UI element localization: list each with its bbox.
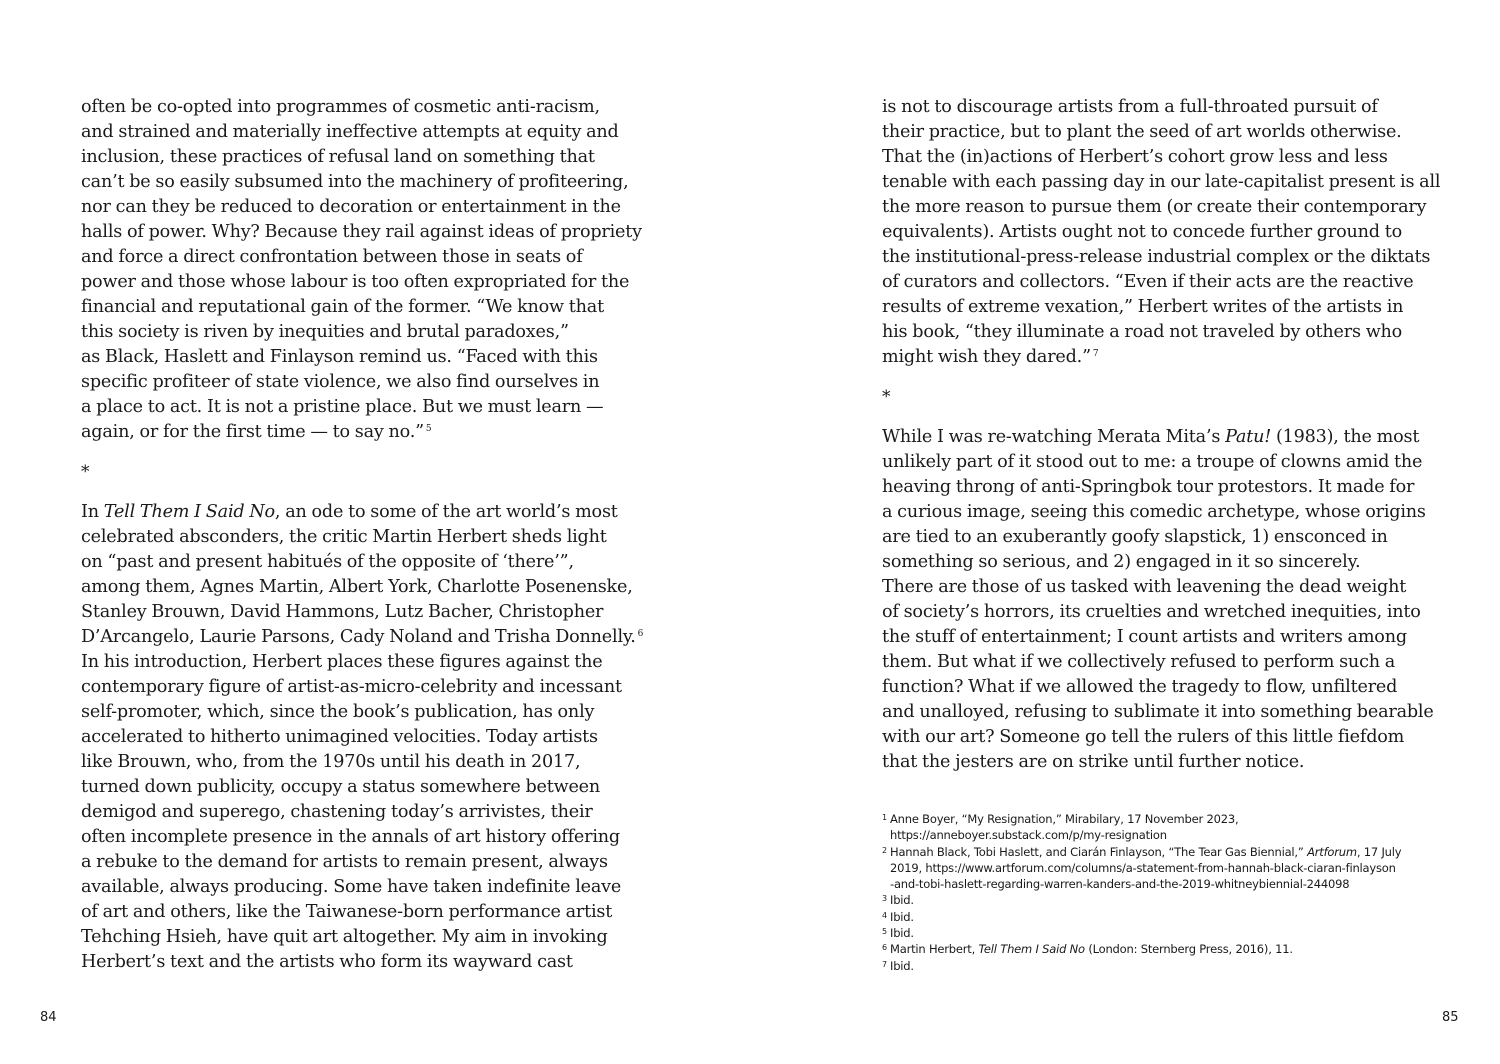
text-line: self-promoter, which, since the book’s publication, has only: [81, 702, 595, 722]
text-line: and force a direct confrontation between those in seats of: [81, 247, 583, 267]
footnote-ref-5[interactable]: 5: [425, 424, 432, 434]
text-line: nor can they be reduced to decoration or entertainment in the: [81, 197, 621, 217]
right-paragraph-1-last-line: might wish they dared.” $^7$: [882, 347, 1099, 367]
footnote-link[interactable]: 2019, https://www.artforum.com/columns/a-statement-from-hannah-black-ciaran-finlayson: [890, 860, 1396, 875]
text-line: available, always producing. Some have taken indefinite leave: [81, 877, 622, 897]
text-line: of curators and collectors. “Even if their acts are the reactive: [882, 272, 1414, 292]
footnote-7: 7 Ibid.: [882, 958, 914, 973]
left-paragraph-1-last-line: again, or for the first time — to say no.” $^5$: [81, 422, 432, 442]
text-line: is not to discourage artists from a full-throated pursuit of: [882, 97, 1378, 117]
text-line: Tehching Hsieh, have quit art altogether. My aim in invoking: [81, 927, 608, 947]
text-line: of art and others, like the Taiwanese-born performance artist: [81, 902, 613, 922]
left-paragraph-2b: [81, 650, 621, 975]
footnote-ref-7[interactable]: 7: [1092, 349, 1099, 359]
film-title: Patu!: [1225, 427, 1272, 447]
text-line: turned down publicity, occupy a status somewhere between: [81, 777, 601, 797]
text-line: halls of power. Why? Because they rail against ideas of propriety: [81, 222, 642, 242]
section-separator: *: [882, 387, 891, 407]
footnote-6: 6 Martin Herbert, Tell Them I Said No (London: Sternberg Press, 2016), 11.: [882, 942, 1293, 957]
footnote-2: 2 Hannah Black, Tobi Haslett, and Ciarán Finlayson, “The Tear Gas Biennial,” Artforum, 17 July 2019, https://www.artforum.com/columns/a-statement-from-hannah-black-ciaran-finlayson -and-tobi-haslett-regarding-warren-kanders-and-the-2019-whitneybiennial-244098: [882, 844, 1442, 893]
text-line: Herbert’s text and the artists who form its wayward cast: [81, 952, 573, 972]
book-title: Tell Them I Said No: [103, 502, 275, 522]
text-line: results of extreme vexation,” Herbert writes of the artists in: [882, 297, 1404, 317]
text-line: specific profiteer of state violence, we also find ourselves in: [81, 372, 600, 392]
text-line: celebrated absconders, the critic Martin Herbert sheds light: [81, 527, 607, 547]
text-line: a curious image, seeing this comedic archetype, whose origins: [882, 502, 1426, 522]
page-number-right: 85: [1442, 1010, 1459, 1025]
text-line: and unalloyed, refusing to sublimate it into something bearable: [882, 702, 1434, 722]
text-line: financial and reputational gain of the former. “We know that: [81, 297, 604, 317]
text-line: as Black, Haslett and Finlayson remind us. “Faced with this: [81, 347, 598, 367]
text-line: the more reason to pursue them (or create their contemporary: [882, 197, 1427, 217]
text-line: often incomplete presence in the annals of art history offering: [81, 827, 620, 847]
text-line: the institutional-press-release industrial complex or the diktats: [882, 247, 1431, 267]
text-line: their practice, but to plant the seed of art worlds otherwise.: [882, 122, 1402, 142]
left-paragraph-2-first-line: In Tell Them I Said No, an ode to some of the art world’s most: [81, 502, 618, 522]
right-paragraph-1: [882, 95, 1441, 345]
text-line: often be co-opted into programmes of cosmetic anti-racism,: [81, 97, 600, 117]
footnote-3: 3 Ibid.: [882, 893, 914, 908]
text-line: among them, Agnes Martin, Albert York, Charlotte Posenenske,: [81, 577, 633, 597]
text-line: There are those of us tasked with leavening the dead weight: [882, 577, 1407, 597]
footnote-5: 5 Ibid.: [882, 926, 914, 941]
left-paragraph-2a: [81, 525, 633, 625]
text-line: on “past and present habitués of the opposite of ‘there’”,: [81, 552, 574, 572]
text-line: that the jesters are on strike until further notice.: [882, 752, 1305, 772]
text-line: equivalents). Artists ought not to concede further ground to: [882, 222, 1402, 242]
text-line: function? What if we allowed the tragedy to flow, unfiltered: [882, 677, 1398, 697]
left-paragraph-1: [81, 95, 642, 420]
text-line: demigod and superego, chastening today’s arrivistes, their: [81, 802, 593, 822]
text-line: power and those whose labour is too often expropriated for the: [81, 272, 630, 292]
text-line: inclusion, these practices of refusal land on something that: [81, 147, 595, 167]
right-page-body: [882, 95, 1441, 775]
text-line: something so serious, and 2) engaged in it so sincerely.: [882, 552, 1361, 572]
footnote-4: 4 Ibid.: [882, 909, 914, 924]
left-page-body: [81, 95, 644, 975]
right-paragraph-2: [882, 450, 1434, 775]
text-line: the stuff of entertainment; I count artists and writers among: [882, 627, 1407, 647]
text-line: Stanley Brouwn, David Hammons, Lutz Bacher, Christopher: [81, 602, 604, 622]
footnote-1: 1 Anne Boyer, “My Resignation,” Mirabilary, 17 November 2023, https://anneboyer.substack.com/p/my-resignation: [882, 811, 1442, 844]
text-line: with our art? Someone go tell the rulers of this little fiefdom: [882, 727, 1405, 747]
text-line: are tied to an exuberantly goofy slapstick, 1) ensconced in: [882, 527, 1388, 547]
text-line: accelerated to hitherto unimagined velocities. Today artists: [81, 727, 598, 747]
footnote-link-cont[interactable]: -and-tobi-haslett-regarding-warren-kanders-and-the-2019-whitneybiennial-244098: [890, 877, 1350, 892]
text-line: heaving throng of anti-Springbok tour protestors. It made for: [882, 477, 1415, 497]
text-line: this society is riven by inequities and brutal paradoxes,”: [81, 322, 569, 342]
text-line: of society’s horrors, its cruelties and wretched inequities, into: [882, 602, 1421, 622]
text-line: unlikely part of it stood out to me: a troupe of clowns amid the: [882, 452, 1423, 472]
text-line: a place to act. It is not a pristine place. But we must learn —: [81, 397, 604, 417]
footnote-link[interactable]: https://anneboyer.substack.com/p/my-resignation: [890, 828, 1167, 843]
text-line: like Brouwn, who, from the 1970s until his death in 2017,: [81, 752, 581, 772]
section-separator: *: [81, 462, 90, 482]
footnotes: [882, 811, 1442, 974]
text-line: and strained and materially ineffective attempts at equity and: [81, 122, 619, 142]
page-number-left: 84: [40, 1010, 57, 1025]
text-line: That the (in)actions of Herbert’s cohort grow less and less: [882, 147, 1388, 167]
text-line: In his introduction, Herbert places these figures against the: [81, 652, 603, 672]
footnote-ref-6[interactable]: 6: [637, 629, 644, 639]
text-line: tenable with each passing day in our late-capitalist present is all: [882, 172, 1441, 192]
text-line: can’t be so easily subsumed into the machinery of profiteering,: [81, 172, 629, 192]
right-paragraph-2-first-line: While I was re-watching Merata Mita’s Patu! (1983), the most: [882, 427, 1420, 447]
text-line: them. But what if we collectively refused to perform such a: [882, 652, 1396, 672]
text-line: a rebuke to the demand for artists to remain present, always: [81, 852, 608, 872]
text-line: contemporary figure of artist-as-micro-celebrity and incessant: [81, 677, 622, 697]
text-line: his book, “they illuminate a road not traveled by others who: [882, 322, 1403, 342]
left-paragraph-2-note-line: D’Arcangelo, Laurie Parsons, Cady Noland and Trisha Donnelly. $^6$: [81, 627, 644, 647]
